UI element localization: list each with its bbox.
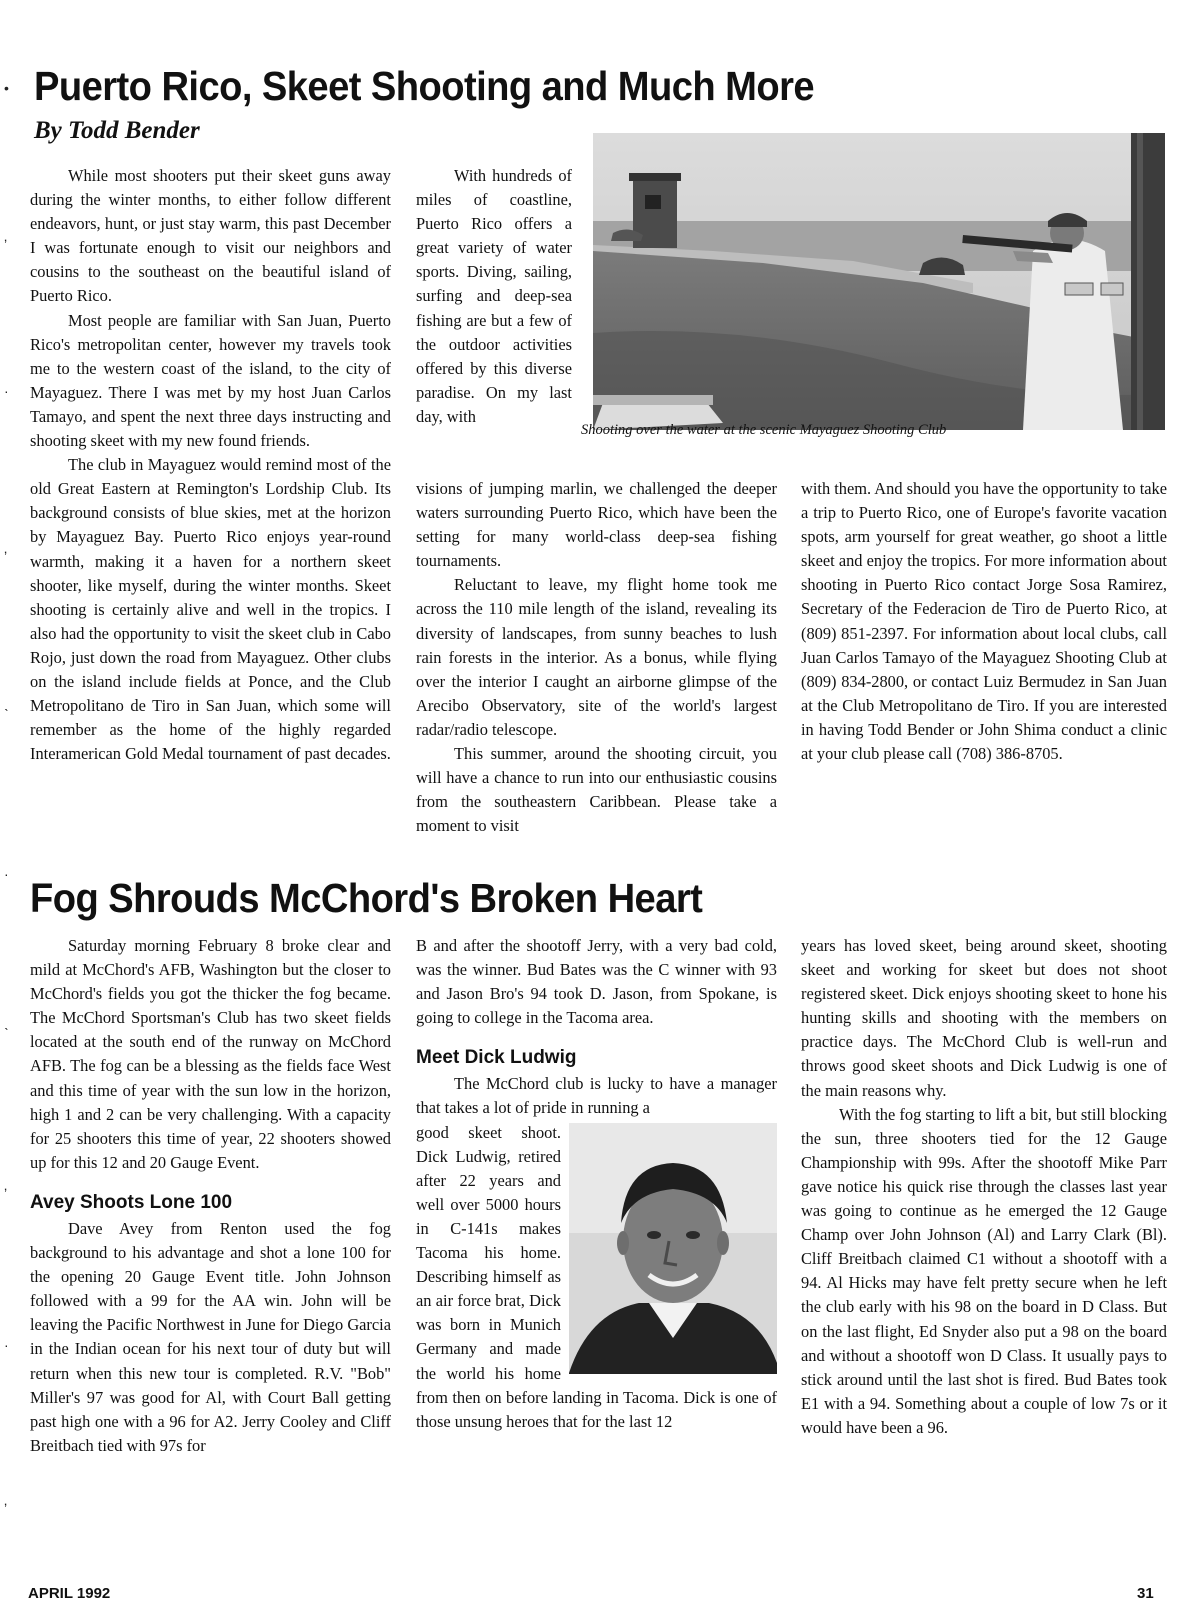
portrait-image xyxy=(569,1123,777,1374)
margin-mark: · xyxy=(4,1337,9,1353)
dick-ludwig-portrait xyxy=(569,1123,777,1374)
paragraph: With the fog starting to lift a bit, but still blocking the sun, three shooters tied for the 12 Gauge Championship with 99s. After the shootoff Mike Parr gave notice his quick rise through the classes last year was going to continue as he emerged the 12 Gauge Champ over John Johnson (Al) and Larry Clark (Bl). Cliff Breitbach claimed C1 without a shootoff with a 94. Al Hicks may have felt pretty secure when he left the club early with his 98 on the board in D Class. But on the last flight, Ed Snyder also put a 98 on the board and without a shootoff won D Class. It usually pays to stick around until the last shot is fired. Bud Bates took E1 with a 94. Something about a couple of low 7s or it would have been a 96. xyxy=(801,1104,1167,1437)
margin-mark: · xyxy=(4,866,9,882)
margin-mark: ‚ xyxy=(4,1492,8,1508)
article2-column-2 xyxy=(416,934,777,1434)
article2-column-1 xyxy=(30,934,391,1458)
paragraph: Reluctant to leave, my flight home took me across the 110 mile length of the island, revealing its diversity of landscapes, from sunny beaches to lush rain forests in the interior. As a bonus, while flying over the interior I caught an airborne glimpse of the Arecibo Observatory, site of the world's largest radar/radio telescope. xyxy=(416,575,777,739)
paragraph: good skeet shoot. Dick Ludwig, retired after 22 years and well over 5000 hours in C-141s makes Tacoma his home. Describing himself as an air force brat, Dick was born in Munich Germany and made the world his home from then on before landing in Tacoma. Dick is one of those unsung heroes that for the last 12 xyxy=(416,1122,777,1431)
subheading-avey: Avey Shoots Lone 100 xyxy=(30,1191,233,1213)
margin-mark: ˴ xyxy=(4,700,9,716)
paragraph: Saturday morning February 8 broke clear and mild at McChord's AFB, Washington but the closer to McChord's fields you got the thicker the fog became. The McChord Sportsman's Club has two skeet fields located at the south end of the runway on McChord AFB. The fog can be a blessing as the fields face West and this time of year with the sun low in the horizon, high 1 and 2 can be very challenging. With a capacity for 25 shooters this time of year, 22 shooters showed up for this 12 and 20 Gauge Event. xyxy=(30,936,391,1172)
margin-mark: ‚ xyxy=(4,1177,8,1193)
article1-title: Puerto Rico, Skeet Shooting and Much More xyxy=(34,63,815,109)
skeet-photo xyxy=(593,133,1165,430)
margin-mark: · xyxy=(4,383,9,399)
margin-mark: ˴ xyxy=(4,1019,9,1035)
paragraph: While most shooters put their skeet guns away during the winter months, to either follow different endeavors, hunt, or just stay warm, this past December I was fortunate enough to visit our neighbors and cousins to the southeast on the beautiful island of Puerto Rico. xyxy=(30,166,391,306)
paragraph: The club in Mayaguez would remind most of the old Great Eastern at Remington's Lordship Club. Its background consists of blue skies, met at the horizon by Mayaguez Bay. Puerto Rico enjoys year-round warmth, making it a haven for a northern skeet shooter, like myself, during the winter months. Skeet shooting is certainly alive and well in the tropics. I also had the opportunity to visit the skeet club in Cabo Rojo, just down the road from Mayaguez. Other clubs on the island include fields at Ponce, and the Club Metropolitano de Tiro in San Juan, which some will remember as the home of the highly regarded Interamerican Gold Medal tournament of past decades. xyxy=(30,455,391,764)
article1-column-2-bottom xyxy=(416,477,777,838)
margin-mark: ‚ xyxy=(4,540,8,556)
photo-caption: Shooting over the water at the scenic Mayaguez Shooting Club xyxy=(581,422,947,438)
article2-title: Fog Shrouds McChord's Broken Heart xyxy=(30,875,703,921)
article1-column-3 xyxy=(801,477,1167,766)
article1-byline: By Todd Bender xyxy=(34,117,200,144)
subheading-ludwig: Meet Dick Ludwig xyxy=(416,1047,577,1069)
margin-mark: • xyxy=(4,80,9,96)
skeet-photo-image xyxy=(593,133,1165,430)
article1-column-1 xyxy=(30,164,391,766)
article1-column-2-top xyxy=(416,164,572,429)
margin-mark: ‚ xyxy=(4,228,8,244)
paragraph: with them. And should you have the opportunity to take a trip to Puerto Rico, one of Europe's favorite vacation spots, arm yourself for great weather, go shoot a little skeet and enjoy the tropics. For more information about shooting in Puerto Rico contact Jorge Sosa Ramirez, Secretary of the Federacion de Tiro de Puerto Rico, at (809) 851-2397. For information about local clubs, call Juan Carlos Tamayo of the Mayaguez Shooting Club at (809) 834-2800, or contact Luiz Bermudez in San Juan at the Club Metropolitano de Tiro. If you are interested in having Todd Bender or John Shima conduct a clinic at your club please call (708) 386-8705. xyxy=(801,479,1168,764)
paragraph: Dave Avey from Renton used the fog background to his advantage and shot a lone 100 for the opening 20 Gauge Event title. John Johnson followed with a 99 for the AA win. John will be leaving the Pacific Northwest in June for Diego Garcia in the Indian ocean for his next tour of duty but will return when this new tour is completed. R.V. "Bob" Miller's 97 was good for Al, with Court Ball getting past high one with a 96 for A2. Jerry Cooley and Cliff Breitbach tied with 97s for xyxy=(30,1218,391,1455)
paragraph: Most people are familiar with San Juan, Puerto Rico's metropolitan center, however my travels took me to the western coast of the island, to the city of Mayaguez. There I was met by my host Juan Carlos Tamayo, and spent the next three days instructing and shooting skeet with my new found friends. xyxy=(30,310,391,451)
article2-column-3 xyxy=(801,934,1167,1440)
footer-issue-date: APRIL 1992 xyxy=(28,1585,111,1602)
paragraph: With hundreds of miles of coastline, Puerto Rico offers a great variety of water sports. Diving, sailing, surfing and deep-sea fishing are but a few of the outdoor activities offered by this diverse paradise. On my last day, with xyxy=(416,166,572,426)
paragraph: B and after the shootoff Jerry, with a very bad cold, was the winner. Bud Bates was the C winner with 93 and Jason Bro's 94 took D. Jason, from Spokane, is going to college in the Tacoma area. xyxy=(416,936,777,1028)
paragraph: This summer, around the shooting circuit, you will have a chance to run into our enthusiastic cousins from the southeastern Caribbean. Please take a moment to visit xyxy=(416,744,777,836)
paragraph: The McChord club is lucky to have a manager that takes a lot of pride in running a xyxy=(416,1074,777,1118)
paragraph: years has loved skeet, being around skeet, shooting skeet and working for skeet but does not shoot registered skeet. Dick enjoys shooting skeet to hone his hunting skills and shooting with the members on practice days. The McChord Club is well-run and throws good skeet shoots and Dick Ludwig is one of the main reasons why. xyxy=(801,936,1167,1100)
paragraph: visions of jumping marlin, we challenged the deeper waters surrounding Puerto Rico, which have been the setting for many world-class deep-sea fishing tournaments. xyxy=(416,479,777,571)
footer-page-number: 31 xyxy=(1137,1585,1154,1602)
